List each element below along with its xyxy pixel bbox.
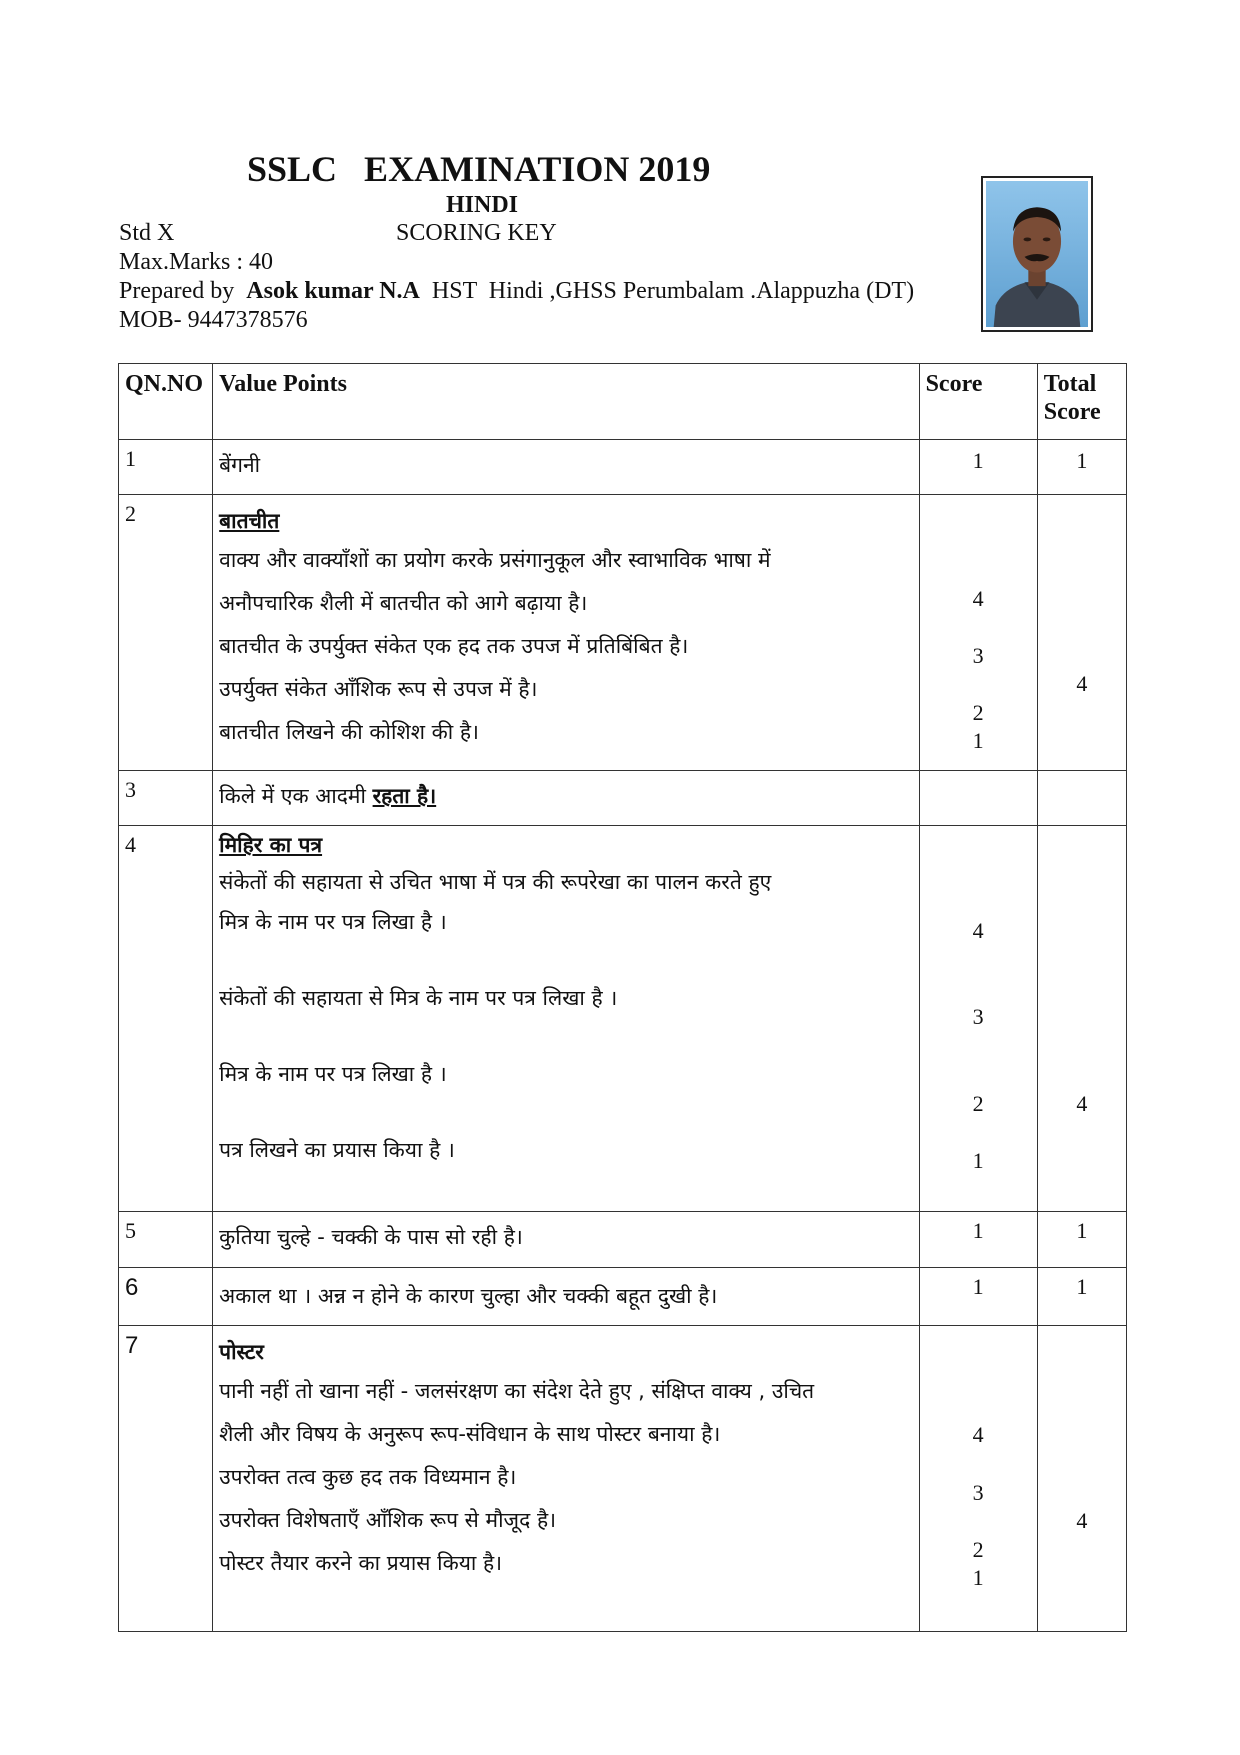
prepared-label: Prepared by xyxy=(119,278,247,304)
scoring-key-table xyxy=(118,363,1127,1632)
table-row xyxy=(119,771,1127,826)
header-score: Score xyxy=(919,364,1037,440)
question-number: 7 xyxy=(119,1326,213,1632)
table-row xyxy=(119,1268,1127,1326)
header-qn: QN.NO xyxy=(119,364,213,440)
question-number: 5 xyxy=(119,1212,213,1268)
section-heading: मिहिर का पत्र xyxy=(219,833,323,857)
mobile-number: MOB- 9447378576 xyxy=(119,307,308,333)
question-number: 3 xyxy=(119,771,213,826)
value-points: पोस्टर पानी नहीं तो खाना नहीं - जलसंरक्षण का संदेश देते हुए , संक्षिप्त वाक्य , उचित शैली और विषय के अनुरूप रूप-संविधान के साथ पोस्टर बनाया है। उपरोक्त तत्व कुछ हद तक विध्यमान है। उपरोक्त विशेषताएँ आँशिक रूप से मौजूद है। पोस्टर तैयार करने का प्रयास किया है। xyxy=(213,1326,919,1632)
table-row xyxy=(119,1326,1127,1632)
total-score-cell xyxy=(1037,771,1126,826)
header-value-points: Value Points xyxy=(213,364,919,440)
std-label: Std X xyxy=(119,220,175,246)
table-row xyxy=(119,1212,1127,1268)
table-row xyxy=(119,495,1127,771)
value-points: मिहिर का पत्र संकेतों की सहायता से उचित भाषा में पत्र की रूपरेखा का पालन करते हुए मित्र के नाम पर पत्र लिखा है । संकेतों की सहायता से मित्र के नाम पर पत्र लिखा है । मित्र के नाम पर पत्र लिखा है । पत्र लिखने का प्रयास किया है । xyxy=(213,826,919,1212)
max-marks: Max.Marks : 40 xyxy=(119,249,273,275)
value-points: बेंगनी xyxy=(213,440,919,495)
value-points: अकाल था । अन्न न होने के कारण चुल्हा और चक्की बहूत दुखी है। xyxy=(213,1268,919,1326)
score-cell: 1 xyxy=(919,1212,1037,1268)
table-header-row xyxy=(119,364,1127,440)
table-row xyxy=(119,826,1127,1212)
author-name: Asok kumar N.A xyxy=(246,278,420,304)
subject-title: HINDI xyxy=(446,192,519,218)
score-cell xyxy=(919,771,1037,826)
total-score-cell: 1 xyxy=(1037,440,1126,495)
question-number: 1 xyxy=(119,440,213,495)
prepared-by-line xyxy=(119,278,914,305)
scoring-key-label: SCORING KEY xyxy=(396,220,557,246)
table-row xyxy=(119,440,1127,495)
total-score-cell: 4 xyxy=(1037,1326,1126,1632)
value-points: कुतिया चुल्हे - चक्की के पास सो रही है। xyxy=(213,1212,919,1268)
author-details: HST Hindi ,GHSS Perumbalam .Alappuzha (DT) xyxy=(419,278,915,304)
total-score-cell: 1 xyxy=(1037,1268,1126,1326)
exam-title: SSLC EXAMINATION 2019 xyxy=(247,149,711,189)
total-score-cell: 4 xyxy=(1037,495,1126,771)
question-number: 6 xyxy=(119,1268,213,1326)
section-heading: बातचीत xyxy=(219,509,280,533)
score-cell: 1 xyxy=(919,440,1037,495)
value-points: किले में एक आदमी रहता है। xyxy=(213,771,919,826)
question-number: 4 xyxy=(119,826,213,1212)
header-total-score: Total Score xyxy=(1037,364,1126,440)
value-points: बातचीत वाक्य और वाक्याँशों का प्रयोग करके प्रसंगानुकूल और स्वाभाविक भाषा में अनौपचारिक शैली में बातचीत को आगे बढ़ाया है। बातचीत के उपर्युक्त संकेत एक हद तक उपज में प्रतिबिंबित है। उपर्युक्त संकेत आँशिक रूप से उपज में है। बातचीत लिखने की कोशिश की है। xyxy=(213,495,919,771)
score-cell: 1 xyxy=(919,1268,1037,1326)
author-photo xyxy=(981,176,1093,332)
score-cell: 4 3 2 1 xyxy=(919,1326,1037,1632)
section-heading: पोस्टर xyxy=(219,1340,264,1364)
score-cell: 4 3 2 1 xyxy=(919,495,1037,771)
total-score-cell: 4 xyxy=(1037,826,1126,1212)
score-cell: 4 3 2 1 xyxy=(919,826,1037,1212)
question-number: 2 xyxy=(119,495,213,771)
total-score-cell: 1 xyxy=(1037,1212,1126,1268)
emphasized-answer: रहता है। xyxy=(372,784,437,808)
